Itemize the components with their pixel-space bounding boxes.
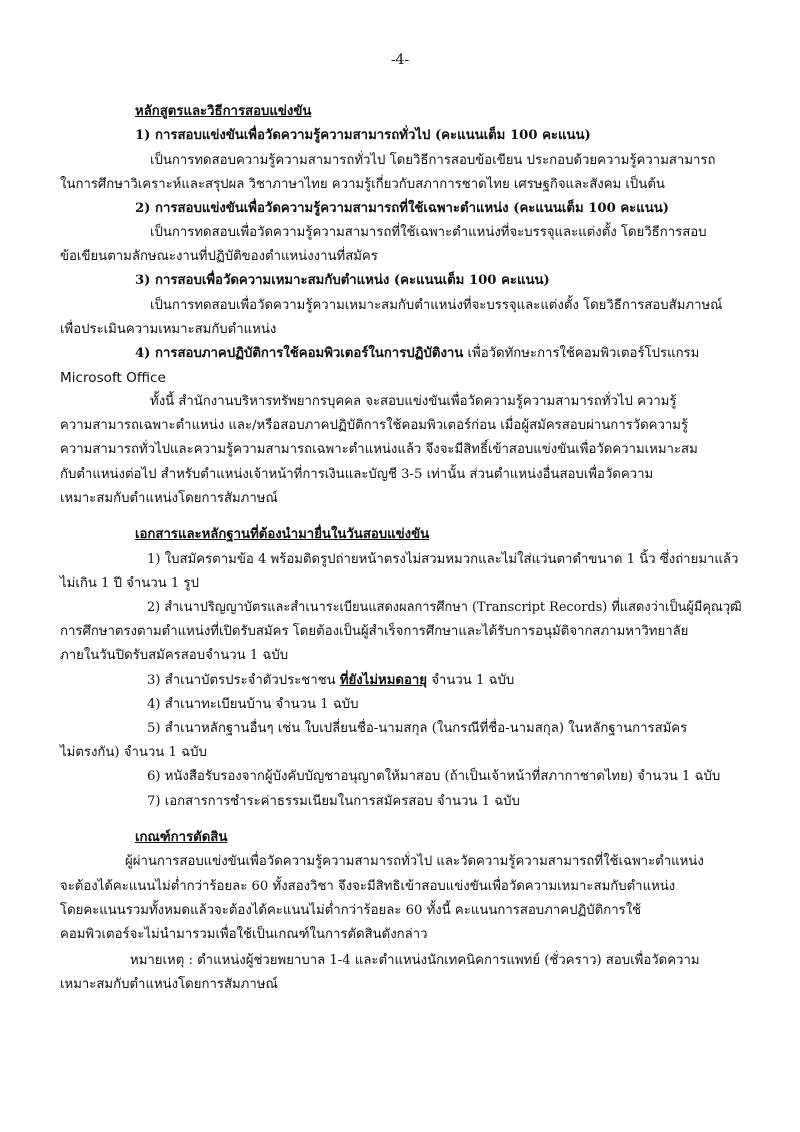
exam-item-4-rest: เพื่อวัดทักษะการใช้คอมพิวเตอร์โปรแกรม (463, 346, 700, 361)
docs-item-2-line-1: 2) สำเนาปริญญาบัตรและสำเนาระเบียนแสดงผลการศึกษา (Transcript Records) ที่แสดงว่าเป็นผู้มีคุณวุฒิ (147, 600, 742, 615)
docs-item-3-emphasis: ที่ยังไม่หมดอายุ (339, 673, 428, 688)
exam-item-1-line-2: ในการศึกษาวิเคราะห์และสรุปผล วิชาภาษาไทย ความรู้เกี่ยวกับสภาการชาดไทย เศรษฐกิจและสังคม เป็นต้น (60, 177, 665, 192)
exam-item-4-line-2: Microsoft Office (60, 370, 166, 386)
note-line-1: หมายเหตุ : ตำแหน่งผู้ช่วยพยาบาล 1-4 และตำแหน่งนักเทคนิคการแพทย์ (ชั่วคราว) สอบเพื่อวัดความ (130, 953, 700, 968)
exam-para-line-3: ความสามารถทั่วไปและความรู้ความสามารถเฉพาะตำแหน่งแล้ว จึงจะมีสิทธิ์เข้าสอบแข่งขันเพื่อวัดความเหมาะสม (60, 442, 698, 457)
docs-heading: เอกสารและหลักฐานที่ต้องนำมายื่นในวันสอบแข่งขัน (135, 527, 430, 542)
exam-item-3-title: 3) การสอบเพื่อวัดความเหมาะสมกับตำแหน่ง (คะแนนเต็ม 100 คะแนน) (135, 273, 550, 288)
criteria-heading: เกณฑ์การตัดสิน (135, 830, 228, 845)
exam-heading: หลักสูตรและวิธีการสอบแข่งขัน (135, 104, 312, 119)
exam-para-line-4: กับตำแหน่งต่อไป สำหรับตำแหน่งเจ้าหน้าที่การเงินและบัญชี 3-5 เท่านั้น ส่วนตำแหน่งอื่นสอบเพื่อวัดความ (60, 467, 654, 482)
exam-para-line-2: ความสามารถเฉพาะตำแหน่ง และ/หรือสอบภาคปฏิบัติการใช้คอมพิวเตอร์ก่อน เมื่อผู้สมัครสอบผ่านการวัดความรู้ (60, 418, 689, 433)
docs-item-6: 6) หนังสือรับรองจากผู้บังคับบัญชาอนุญาตให้มาสอบ (ถ้าเป็นเจ้าหน้าที่สภากาชาดไทย) จำนวน 1 ฉบับ (147, 769, 721, 784)
exam-item-2-line-2: ข้อเขียนตามลักษณะงานที่ปฏิบัติของตำแหน่งงานที่สมัคร (60, 249, 378, 264)
exam-item-2-line-1: เป็นการทดสอบเพื่อวัดความรู้ความสามารถที่ใช้เฉพาะตำแหน่งที่จะบรรจุและแต่งตั้ง โดยวิธีการสอบ (150, 225, 707, 240)
exam-para-line-1: ทั้งนี้ สำนักงานบริหารทรัพยากรบุคคล จะสอบแข่งขันเพื่อวัดความรู้ความสามารถทั่วไป ความรู้ (150, 394, 677, 409)
docs-item-4: 4) สำเนาทะเบียนบ้าน จำนวน 1 ฉบับ (147, 697, 359, 712)
page-number: -4- (390, 52, 410, 68)
exam-item-4-title: 4) การสอบภาคปฏิบัติการใช้คอมพิวเตอร์ในการปฏิบัติงาน (135, 346, 464, 361)
docs-item-2-line-2: การศึกษาตรงตามตำแหน่งที่เปิดรับสมัคร โดยต้องเป็นผู้สำเร็จการศึกษาและได้รับการอนุมัติจากสภามหาวิทยาลัย (60, 624, 689, 639)
exam-para-line-5: เหมาะสมกับตำแหน่งโดยการสัมภาษณ์ (60, 491, 278, 506)
docs-item-3 (147, 671, 514, 691)
criteria-line-4: คอมพิวเตอร์จะไม่นำมารวมเพื่อใช้เป็นเกณฑ์ในการตัดสินดังกล่าว (60, 927, 428, 942)
docs-item-7: 7) เอกสารการชำระค่าธรรมเนียมในการสมัครสอบ จำนวน 1 ฉบับ (147, 794, 520, 809)
exam-item-3-line-1: เป็นการทดสอบเพื่อวัดความรู้ความเหมาะสมกับตำแหน่งที่จะบรรจุและแต่งตั้ง โดยวิธีการสอบสัมภาษณ์ (150, 298, 723, 313)
docs-item-1-line-2: ไม่เกิน 1 ปี จำนวน 1 รูป (60, 576, 199, 591)
note-line-2: เหมาะสมกับตำแหน่งโดยการสัมภาษณ์ (60, 977, 278, 992)
docs-item-2-line-3: ภายในวันปิดรับสมัครสอบจำนวน 1 ฉบับ (60, 648, 289, 663)
exam-item-2-title: 2) การสอบแข่งขันเพื่อวัดความรู้ความสามารถที่ใช้เฉพาะตำแหน่ง (คะแนนเต็ม 100 คะแนน) (135, 201, 670, 216)
exam-item-1-title: 1) การสอบแข่งขันเพื่อวัดความรู้ความสามารถทั่วไป (คะแนนเต็ม 100 คะแนน) (135, 128, 591, 143)
exam-item-4-line-1 (135, 344, 699, 364)
docs-item-5-line-2: ไม่ตรงกัน) จำนวน 1 ฉบับ (60, 745, 207, 760)
criteria-line-1: ผู้ผ่านการสอบแข่งขันเพื่อวัดความรู้ความสามารถทั่วไป และวัดความรู้ความสามารถที่ใช้เฉพาะตำแหน่ง (125, 854, 704, 869)
criteria-line-3: โดยคะแนนรวมทั้งหมดแล้วจะต้องได้คะแนนไม่ต่ำกว่าร้อยละ 60 ทั้งนี้ คะแนนการสอบภาคปฏิบัติการใช้ (60, 903, 642, 918)
criteria-line-2: จะต้องได้คะแนนไม่ต่ำกว่าร้อยละ 60 ทั้งสองวิชา จึงจะมีสิทธิเข้าสอบแข่งขันเพื่อวัดความเหมาะสมกับตำแหน่ง (60, 879, 676, 894)
exam-item-3-line-2: เพื่อประเมินความเหมาะสมกับตำแหน่ง (60, 322, 277, 337)
docs-item-3-post: จำนวน 1 ฉบับ (427, 673, 515, 688)
docs-item-3-pre: 3) สำเนาบัตรประจำตัวประชาชน (147, 673, 340, 688)
exam-item-1-line-1: เป็นการทดสอบความรู้ความสามารถทั่วไป โดยวิธีการสอบข้อเขียน ประกอบด้วยความรู้ความสามารถ (150, 153, 716, 168)
docs-item-1-line-1: 1) ใบสมัครตามข้อ 4 พร้อมติดรูปถ่ายหน้าตรงไม่สวมหมวกและไม่ใส่แว่นตาดำขนาด 1 นิ้ว ซึ่งถ่ายมาแล้ว (147, 552, 739, 567)
docs-item-5-line-1: 5) สำเนาหลักฐานอื่นๆ เช่น ใบเปลี่ยนชื่อ-นามสกุล (ในกรณีที่ชื่อ-นามสกุล) ในหลักฐานการสมัคร (147, 721, 688, 736)
